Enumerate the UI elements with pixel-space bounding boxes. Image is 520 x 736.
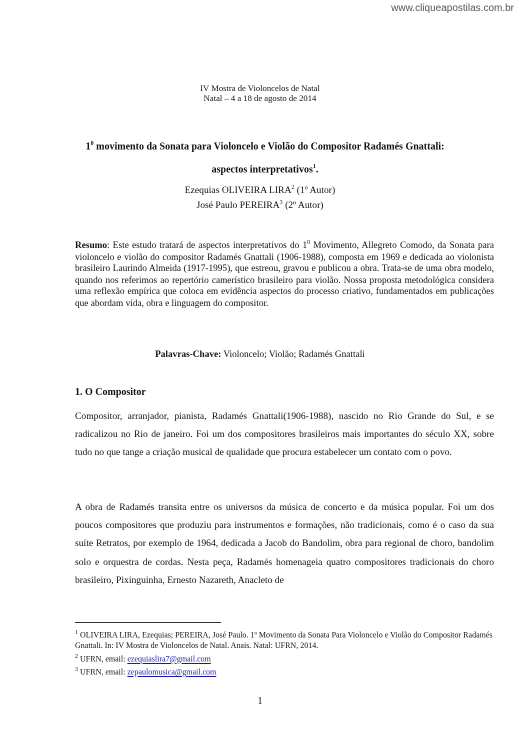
footnote-ref-3[interactable]: 3: [279, 200, 283, 207]
author-2: [0, 197, 520, 212]
paper-title: [60, 134, 470, 181]
page-number: 1: [257, 696, 263, 707]
author-name: José Paulo PEREIRA: [196, 200, 280, 212]
author-role: (2º Autor): [282, 200, 324, 212]
footnote-text: OLIVEIRA LIRA, Ezequias; PEREIRA, José Paulo. 1º Movimento da Sonata Para Violoncelo e Violão do Compositor Radamés Gnattali. In: IV Mostra de Violoncelos de Natal. Anais. Natal: UFRN, 2014.: [75, 630, 493, 651]
site-watermark: www.cliqueapostilas.com.br: [391, 3, 514, 14]
footnotes: [75, 628, 495, 678]
author-name: Ezequias OLIVEIRA LIRA: [184, 185, 292, 197]
title-line-2: [60, 157, 470, 180]
footnote-1: [75, 628, 495, 652]
footnote-text: UFRN, email:: [78, 654, 128, 664]
section-heading: 1. O Compositor: [75, 387, 146, 398]
title-subtitle: aspectos interpretativos: [211, 164, 313, 176]
abstract-sup: 0: [307, 240, 311, 246]
email-link[interactable]: ezequiaslira7@gmail.com: [127, 654, 211, 664]
keywords-text: Violoncelo; Violão; Radamés Gnattali: [221, 350, 365, 360]
title-line-1: [60, 134, 470, 157]
title-number-sup: 0: [90, 141, 94, 147]
event-dates: Natal – 4 a 18 de agosto de 2014: [203, 93, 317, 103]
keywords-label: Palavras-Chave:: [155, 350, 222, 360]
title-text: movimento da Sonata para Violoncelo e Violão do Compositor Radamés Gnattali:: [93, 141, 445, 153]
footnote-3: [75, 665, 495, 678]
event-header: [0, 83, 520, 103]
body-paragraph-1: Compositor, arranjador, pianista, Radamés Gnattali(1906-1988), nascido no Rio Grande do Sul, e se radicalizou no Rio de janeiro. Foi um dos compositores brasileiros mais importantes do século XX, sobre tudo no que tange a criação musical de qualidade que procura estabelecer um contato com o povo.: [75, 411, 494, 459]
footnote-text: UFRN, email:: [78, 667, 128, 677]
footnote-ref-1[interactable]: 1: [312, 164, 316, 171]
footnote-number: 1: [75, 630, 78, 636]
title-end: .: [315, 164, 319, 176]
abstract-text-b: Movimento, Allegreto Comodo, da Sonata para violoncelo e violão do compositor Radamés Gnattali (1906-1988), composta em 1969 e dedicada ao violonista brasileiro Laurindo Almeida (1917-1995), que estreou, gravou e publicou a obra. Trata-se de uma obra modelo, quando nos referimos ao repertório camerístico brasileiro para violão. Nossa proposta metodológica considera uma reflexão empírica que coloca em evidência aspectos do processo criativo, fundamentados em publicações que abordam vida, obra e linguagem do compositor.: [75, 241, 494, 310]
keywords: [0, 350, 520, 360]
author-role: (1º Autor): [294, 185, 336, 197]
body-paragraph-2: A obra de Radamés transita entre os universos da música de concerto e da música popular. Foi um dos poucos compositores que produziu para instrumentos e formações, não tradicionais, como é o caso da sua suíte Retratos, por exemplo de 1964, dedicada a Jacob do Bandolim, obra para regional de choro, bandolim solo e orquestra de cordas. Nesta peça, Radamés homenageia quatro compositores tradicionais do choro brasileiro, Pixinguinha, Ernesto Nazareth, Anacleto de: [75, 502, 494, 586]
footnote-ref-2[interactable]: 2: [291, 185, 295, 191]
footnote-number: 2: [75, 653, 78, 660]
event-name: IV Mostra de Violoncelos de Natal: [200, 83, 320, 93]
abstract: [75, 238, 494, 311]
author-1: [0, 182, 520, 197]
footnote-divider: [75, 622, 221, 623]
footnote-number: 3: [75, 667, 78, 674]
title-number: 1: [85, 141, 91, 153]
email-link[interactable]: zepaulomusica@gmail.com: [127, 667, 217, 677]
footnote-2: [75, 652, 495, 665]
author-list: [0, 182, 520, 212]
abstract-text-a: : Este estudo tratará de aspectos interpretativos do 1: [107, 241, 308, 252]
abstract-label: Resumo: [75, 241, 108, 252]
